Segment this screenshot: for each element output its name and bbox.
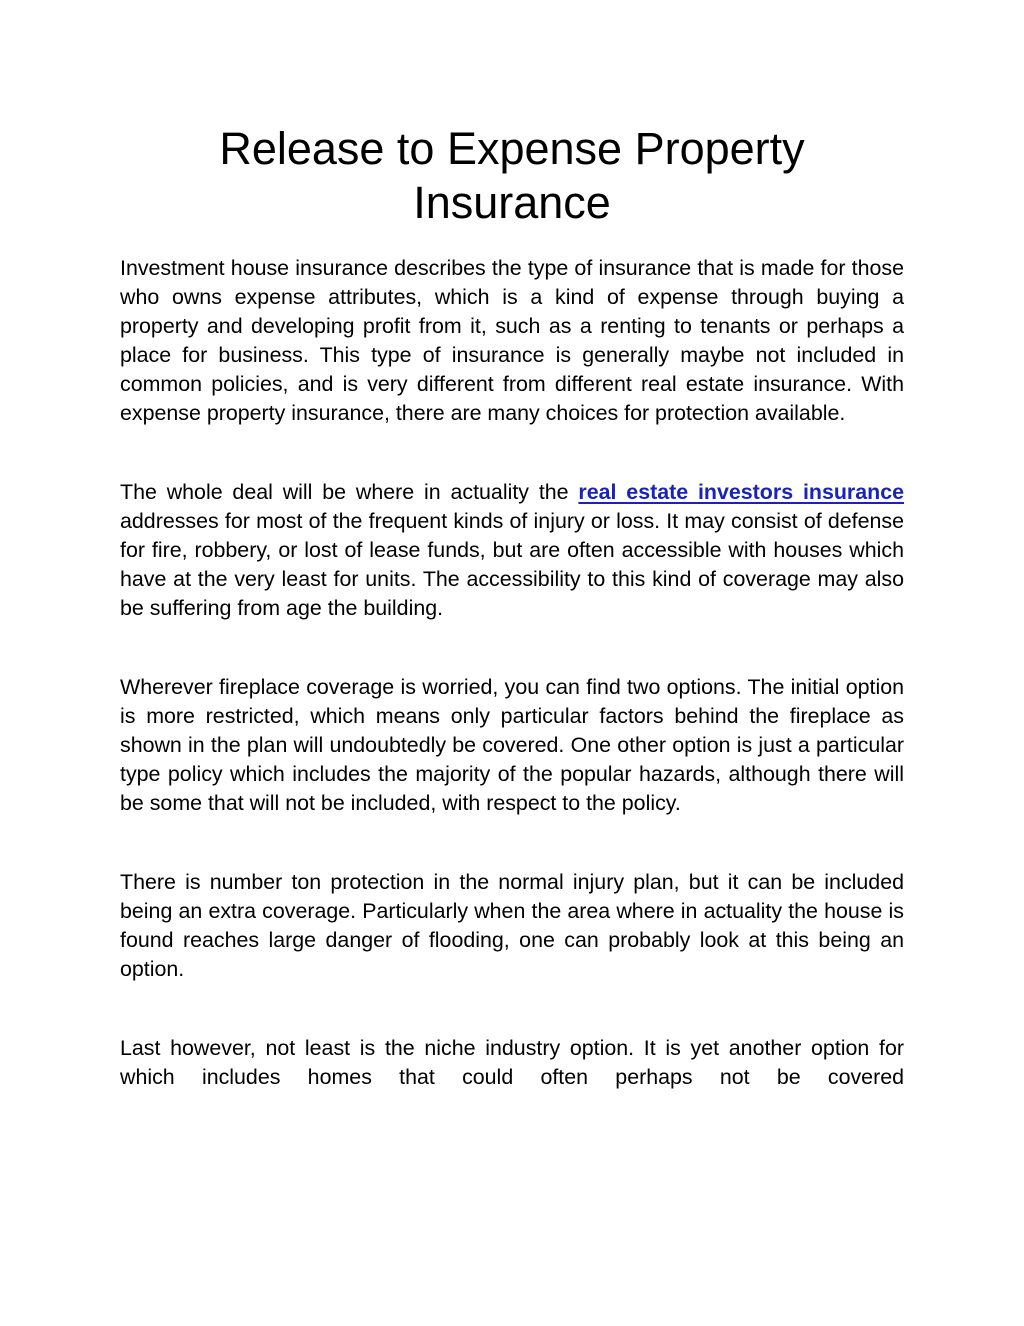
- paragraph-flood-protection: There is number ton protection in the normal injury plan, but it can be included being an extra coverage. Particularly when the area where in actuality the house is found reaches large danger of flooding, one can probably look at this being an option.: [120, 870, 904, 981]
- paragraph-coverage-text-before: The whole deal will be where in actuality the: [120, 480, 579, 504]
- paragraph-fire-coverage: Wherever fireplace coverage is worried, you can find two options. The initial option is more restricted, which means only particular factors behind the fireplace as shown in the plan will undoubtedly be covered. One other option is just a particular type policy which includes the majority of the popular hazards, although there will be some that will not be included, with respect to the policy.: [120, 675, 904, 815]
- paragraph-niche-option: Last however, not least is the niche industry option. It is yet another option for which includes homes that could often perhaps not be covered: [120, 1036, 904, 1089]
- real-estate-investors-insurance-link[interactable]: real estate investors insurance: [578, 480, 904, 504]
- page-title: Release to Expense Property Insurance: [219, 123, 805, 228]
- paragraph-intro: Investment house insurance describes the type of insurance that is made for those who owns expense attributes, which is a kind of expense through buying a property and developing profit from it, such as a renting to tenants or perhaps a place for business. This type of insurance is generally maybe not included in common policies, and is very different from different real estate insurance. With expense property insurance, there are many choices for protection available.: [120, 256, 904, 425]
- paragraph-coverage-text-after: addresses for most of the frequent kinds of injury or loss. It may consist of defense for fire, robbery, or lost of lease funds, but are often accessible with houses which have at the very least for units. The accessibility to this kind of coverage may also be suffering from age the building.: [120, 509, 904, 620]
- document-body: [120, 254, 904, 1092]
- paragraph-coverage: [120, 478, 904, 623]
